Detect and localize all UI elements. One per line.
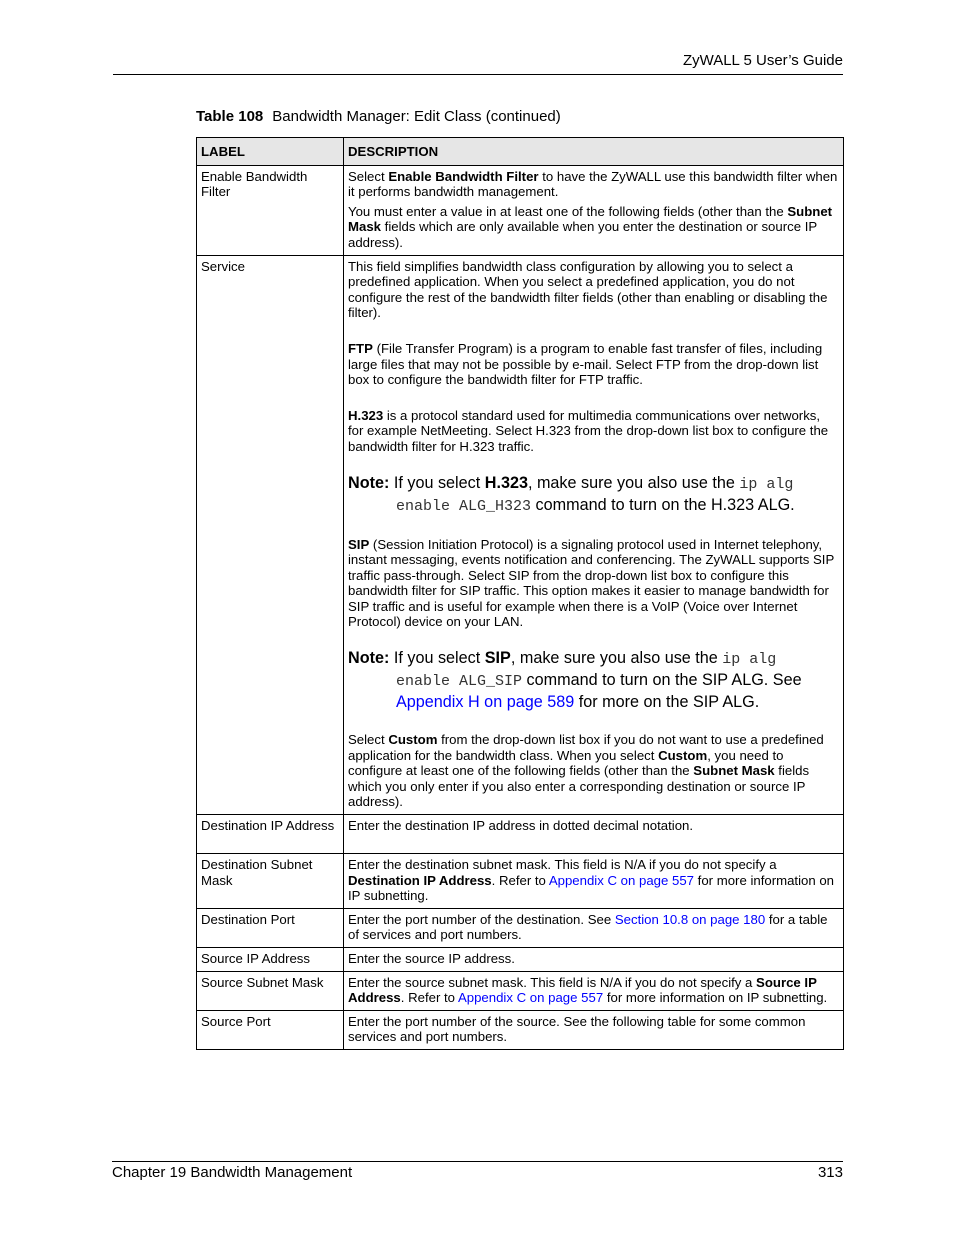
row-label: Destination Port: [197, 908, 344, 947]
note-sip: Note: If you select SIP, make sure you also use the ip alg enable ALG_SIP command to turn on the SIP ALG. See Appendix H on page 589 for more on the SIP ALG.: [348, 649, 802, 712]
section-10-8-link[interactable]: Section 10.8 on page 180: [614, 911, 766, 927]
row-label: Enable Bandwidth Filter: [197, 165, 344, 255]
row-label: Source Port: [197, 1010, 344, 1049]
table-row: [197, 854, 844, 909]
row-label: Destination IP Address: [197, 815, 344, 854]
edit-class-table: [196, 137, 844, 1050]
row-description: Enter the source IP address.: [344, 948, 844, 972]
table-number: Table 108: [196, 108, 264, 125]
chapter-title: Chapter 19 Bandwidth Management: [112, 1164, 353, 1181]
description-column-header: DESCRIPTION: [344, 138, 844, 166]
page-header: [113, 50, 843, 75]
appendix-c-link[interactable]: Appendix C on page 557: [548, 872, 695, 888]
row-label: Destination Subnet Mask: [197, 854, 344, 909]
row-label: Source IP Address: [197, 948, 344, 972]
table-row: [197, 815, 844, 854]
row-description: Enter the destination IP address in dotted decimal notation.: [344, 815, 844, 854]
row-description: Enter the port number of the destination. See Section 10.8 on page 180 for a table of services and port numbers.: [344, 908, 844, 947]
label-column-header: LABEL: [197, 138, 344, 166]
row-description: Enter the destination subnet mask. This field is N/A if you do not specify a Destination IP Address. Refer to Appendix C on page 557 for more information on IP subnetting.: [344, 854, 844, 909]
guide-title: ZyWALL 5 User’s Guide: [682, 52, 843, 69]
table-caption: [196, 108, 561, 125]
table-row: [197, 948, 844, 972]
table-header-row: [197, 138, 844, 166]
table-row: [197, 165, 844, 255]
row-description: Enter the port number of the source. See the following table for some common services and port numbers.: [344, 1010, 844, 1049]
row-description: This field simplifies bandwidth class configuration by allowing you to select a predefined application. When you select a predefined application, you do not configure the rest of the bandwidth filter fields (other than enabling or disabling the filter). FTP (File Transfer Program) is a program to enable fast transfer of files, including large files that may not be possible by e-mail. Select FTP from the drop-down list box to configure the bandwidth filter for FTP traffic. H.323 is a protocol standard used for multimedia communications over networks, for example NetMeeting. Select H.323 from the drop-down list box to configure the bandwidth filter for H.323 traffic. Note: If you select H.323, make sure you also use the ip alg enable ALG_H323 command to turn on the H.323 ALG. SIP (Session Initiation Protocol) is a signaling protocol used in Internet telephony, instant messaging, events notification and conferencing. The ZyWALL supports SIP traffic pass-through. Select SIP from the drop-down list box to configure this bandwidth filter for SIP traffic. This option makes it easier to manage bandwidth for SIP traffic and is useful for example when there is a VoIP (Voice over Internet Protocol) device on your LAN. Note: If you select SIP, make sure you also use the ip alg enable ALG_SIP command to turn on the SIP ALG. See Appendix H on page 589 for more on the SIP ALG. Select Custom from the drop-down list box if you do not want to use a predefined application for the bandwidth class. When you select Custom, you need to configure at least one of the following fields (other than the Subnet Mask fields which you only enter if you also enter a corresponding destination or source IP address).: [344, 255, 844, 814]
note-h323: Note: If you select H.323, make sure you also use the ip alg enable ALG_H323 command to turn on the H.323 ALG.: [348, 473, 795, 515]
appendix-c-link[interactable]: Appendix C on page 557: [457, 990, 604, 1006]
table-row: [197, 908, 844, 947]
page-footer: [112, 1161, 843, 1181]
appendix-h-link[interactable]: Appendix H on page 589: [396, 693, 575, 712]
page-number: 313: [817, 1164, 843, 1181]
row-description: Enter the source subnet mask. This field is N/A if you do not specify a Source IP Address. Refer to Appendix C on page 557 for more information on IP subnetting.: [344, 971, 844, 1010]
row-description: Select Enable Bandwidth Filter to have the ZyWALL use this bandwidth filter when it performs bandwidth management. You must enter a value in at least one of the following fields (other than the Subnet Mask fields which are only available when you enter the destination or source IP address).: [344, 165, 844, 255]
table-row: [197, 1010, 844, 1049]
row-label: Source Subnet Mask: [197, 971, 344, 1010]
table-caption-text: Bandwidth Manager: Edit Class (continued): [272, 108, 561, 125]
table-row: [197, 255, 844, 814]
table-row: [197, 971, 844, 1010]
row-label: Service: [197, 255, 344, 814]
